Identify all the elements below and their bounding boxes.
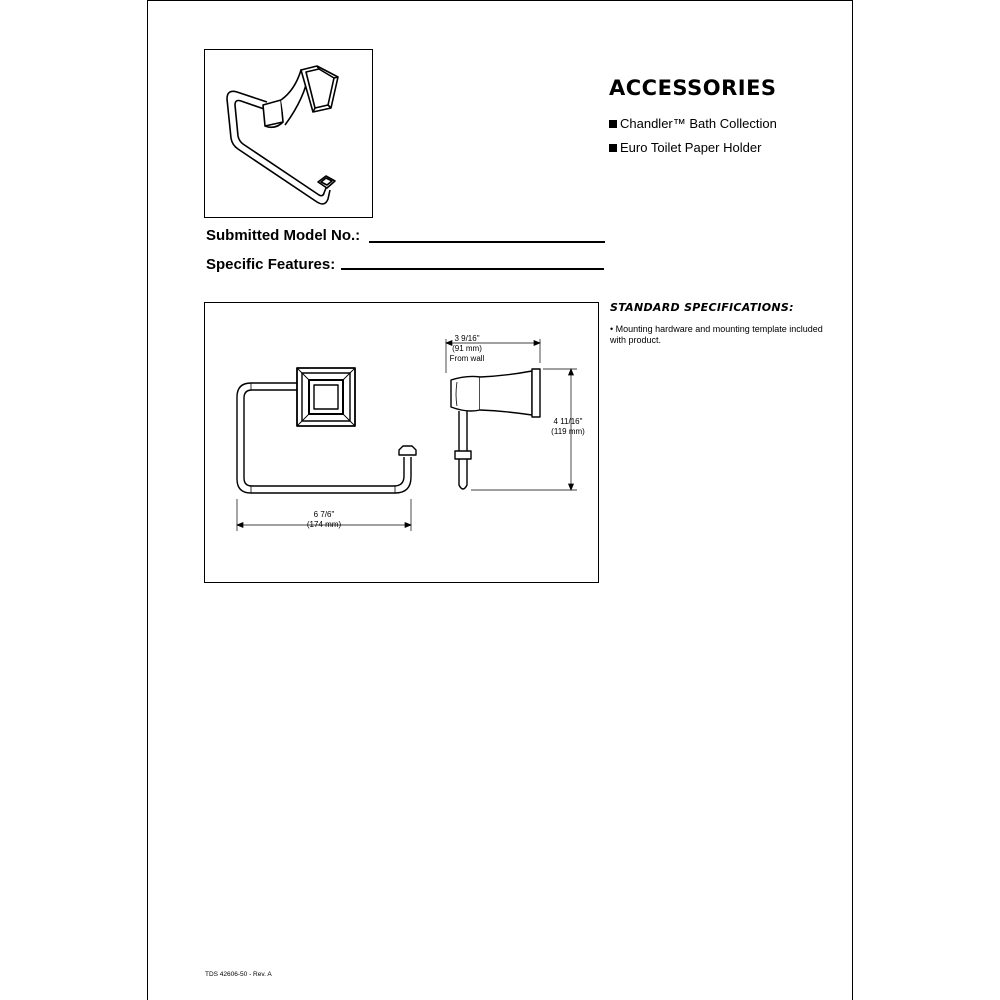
- bullet-square-icon: [609, 120, 617, 128]
- specifications-note: • Mounting hardware and mounting template included with product.: [610, 324, 823, 345]
- width-imperial-label: 6 7/6": [313, 510, 335, 519]
- product-line: [609, 140, 761, 155]
- depth-imperial-label: 3 9/16": [454, 334, 480, 343]
- specifications-heading: STANDARD SPECIFICATIONS:: [610, 301, 794, 314]
- product-illustration: [205, 50, 374, 219]
- collection-name: Chandler™ Bath Collection: [620, 116, 777, 131]
- document-id: TDS 42606-50 - Rev. A: [205, 971, 272, 978]
- product-illustration-frame: [204, 49, 373, 218]
- specific-features-label: Specific Features:: [206, 256, 336, 273]
- dimension-drawing-frame: [204, 302, 599, 583]
- specific-features-field[interactable]: [341, 268, 604, 270]
- bullet-square-icon: [609, 144, 617, 152]
- width-metric-label: (174 mm): [306, 520, 342, 529]
- height-metric-label: (119 mm): [551, 427, 585, 436]
- page-title: ACCESSORIES: [609, 76, 777, 100]
- collection-line: [609, 116, 777, 131]
- depth-metric-label: (91 mm): [452, 344, 482, 353]
- model-number-label: Submitted Model No.:: [206, 227, 361, 244]
- dimension-drawing: [205, 303, 600, 584]
- height-imperial-label: 4 11/16": [553, 417, 583, 426]
- product-name: Euro Toilet Paper Holder: [620, 140, 762, 155]
- depth-note-label: From wall: [449, 354, 485, 363]
- model-number-field[interactable]: [369, 241, 605, 243]
